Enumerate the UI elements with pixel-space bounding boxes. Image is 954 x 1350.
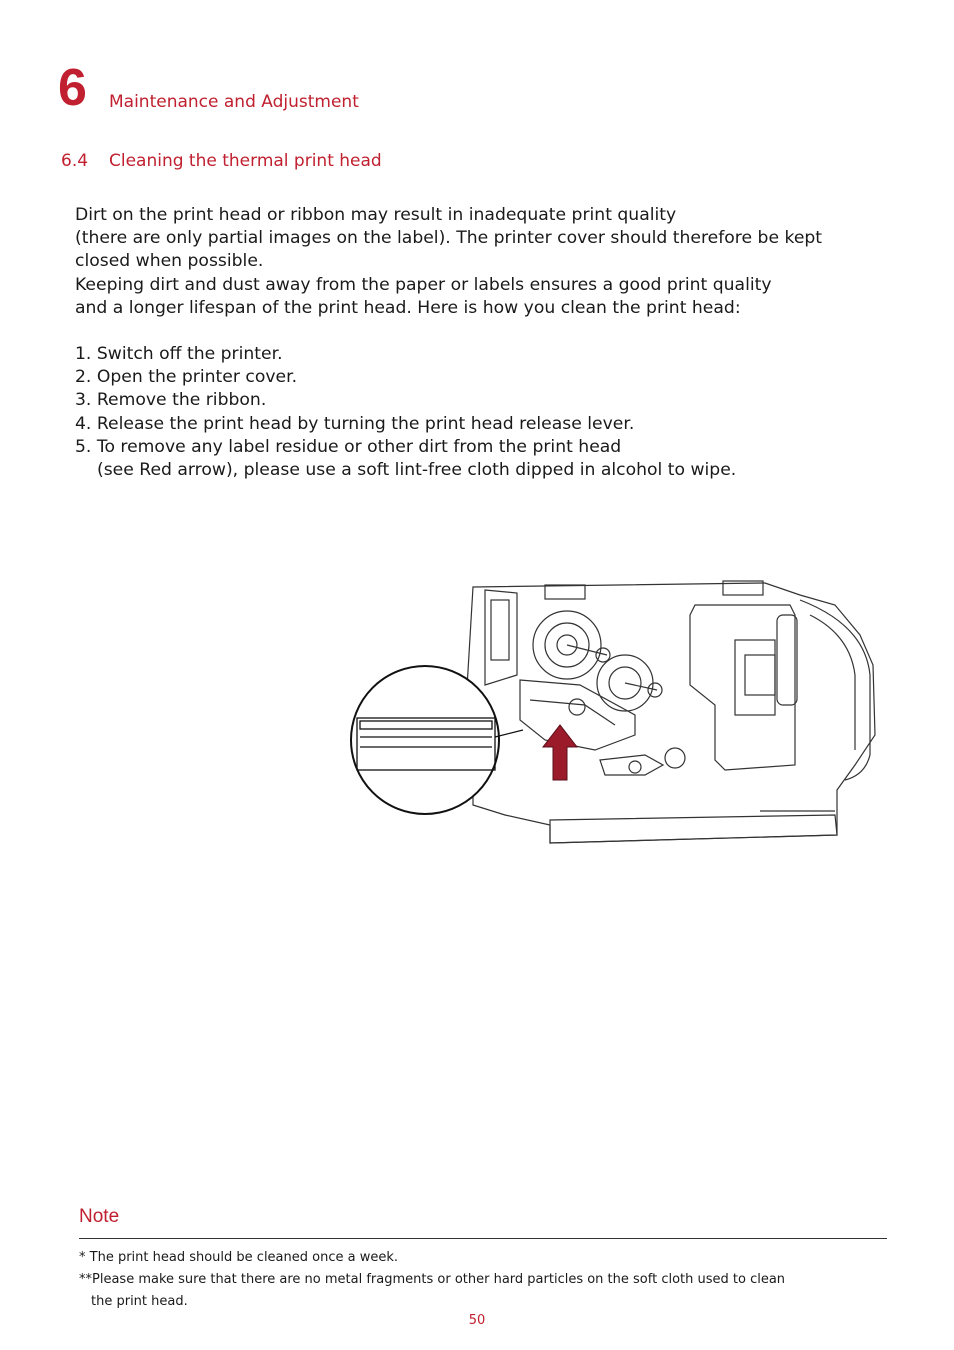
step-item: 4. Release the print head by turning the print head release lever. <box>75 413 635 434</box>
note-line: * The print head should be cleaned once a week. <box>79 1250 398 1265</box>
printer-body <box>463 583 875 843</box>
note-divider <box>79 1238 887 1239</box>
steps-list <box>75 343 905 482</box>
step-item: 1. Switch off the printer. <box>75 344 283 364</box>
intro-line: and a longer lifespan of the print head. Here is how you clean the print head: <box>75 297 741 318</box>
page-number: 50 <box>468 1313 486 1328</box>
media-holder <box>690 605 795 770</box>
hinge-left <box>545 585 585 599</box>
step-item-continuation: (see Red arrow), please use a soft lint-free cloth dipped in alcohol to wipe. <box>97 460 737 481</box>
printer-illustration <box>345 575 880 855</box>
step-item: 5. To remove any label residue or other dirt from the print head <box>75 436 622 457</box>
section-title: Cleaning the thermal print head <box>109 151 382 171</box>
media-lever <box>777 615 797 705</box>
note-title: Note <box>79 1206 120 1227</box>
intro-line: Keeping dirt and dust away from the paper or labels ensures a good print quality <box>75 274 772 295</box>
intro-line: closed when possible. <box>75 251 264 272</box>
section-number: 6.4 <box>61 151 89 171</box>
intro-line: Dirt on the print head or ribbon may result in inadequate print quality <box>75 205 677 225</box>
display-screen <box>491 600 509 660</box>
intro-line: (there are only partial images on the label). The printer cover should therefore be kept <box>75 228 823 249</box>
control-panel <box>485 590 517 685</box>
zoom-inset <box>351 666 499 814</box>
platen-roller <box>665 748 685 768</box>
note-line: **Please make sure that there are no metal fragments or other hard particles on the soft cloth used to clean <box>79 1272 786 1287</box>
chapter-title: Maintenance and Adjustment <box>109 92 359 112</box>
chapter-number: 6 <box>58 59 87 117</box>
intro-paragraph <box>75 204 905 320</box>
red-arrow-indicator <box>543 725 577 780</box>
media-guide <box>735 640 775 715</box>
step-item: 3. Remove the ribbon. <box>75 390 267 411</box>
base-plate <box>550 815 837 843</box>
step-item: 2. Open the printer cover. <box>75 367 298 388</box>
note-line: the print head. <box>91 1294 188 1309</box>
